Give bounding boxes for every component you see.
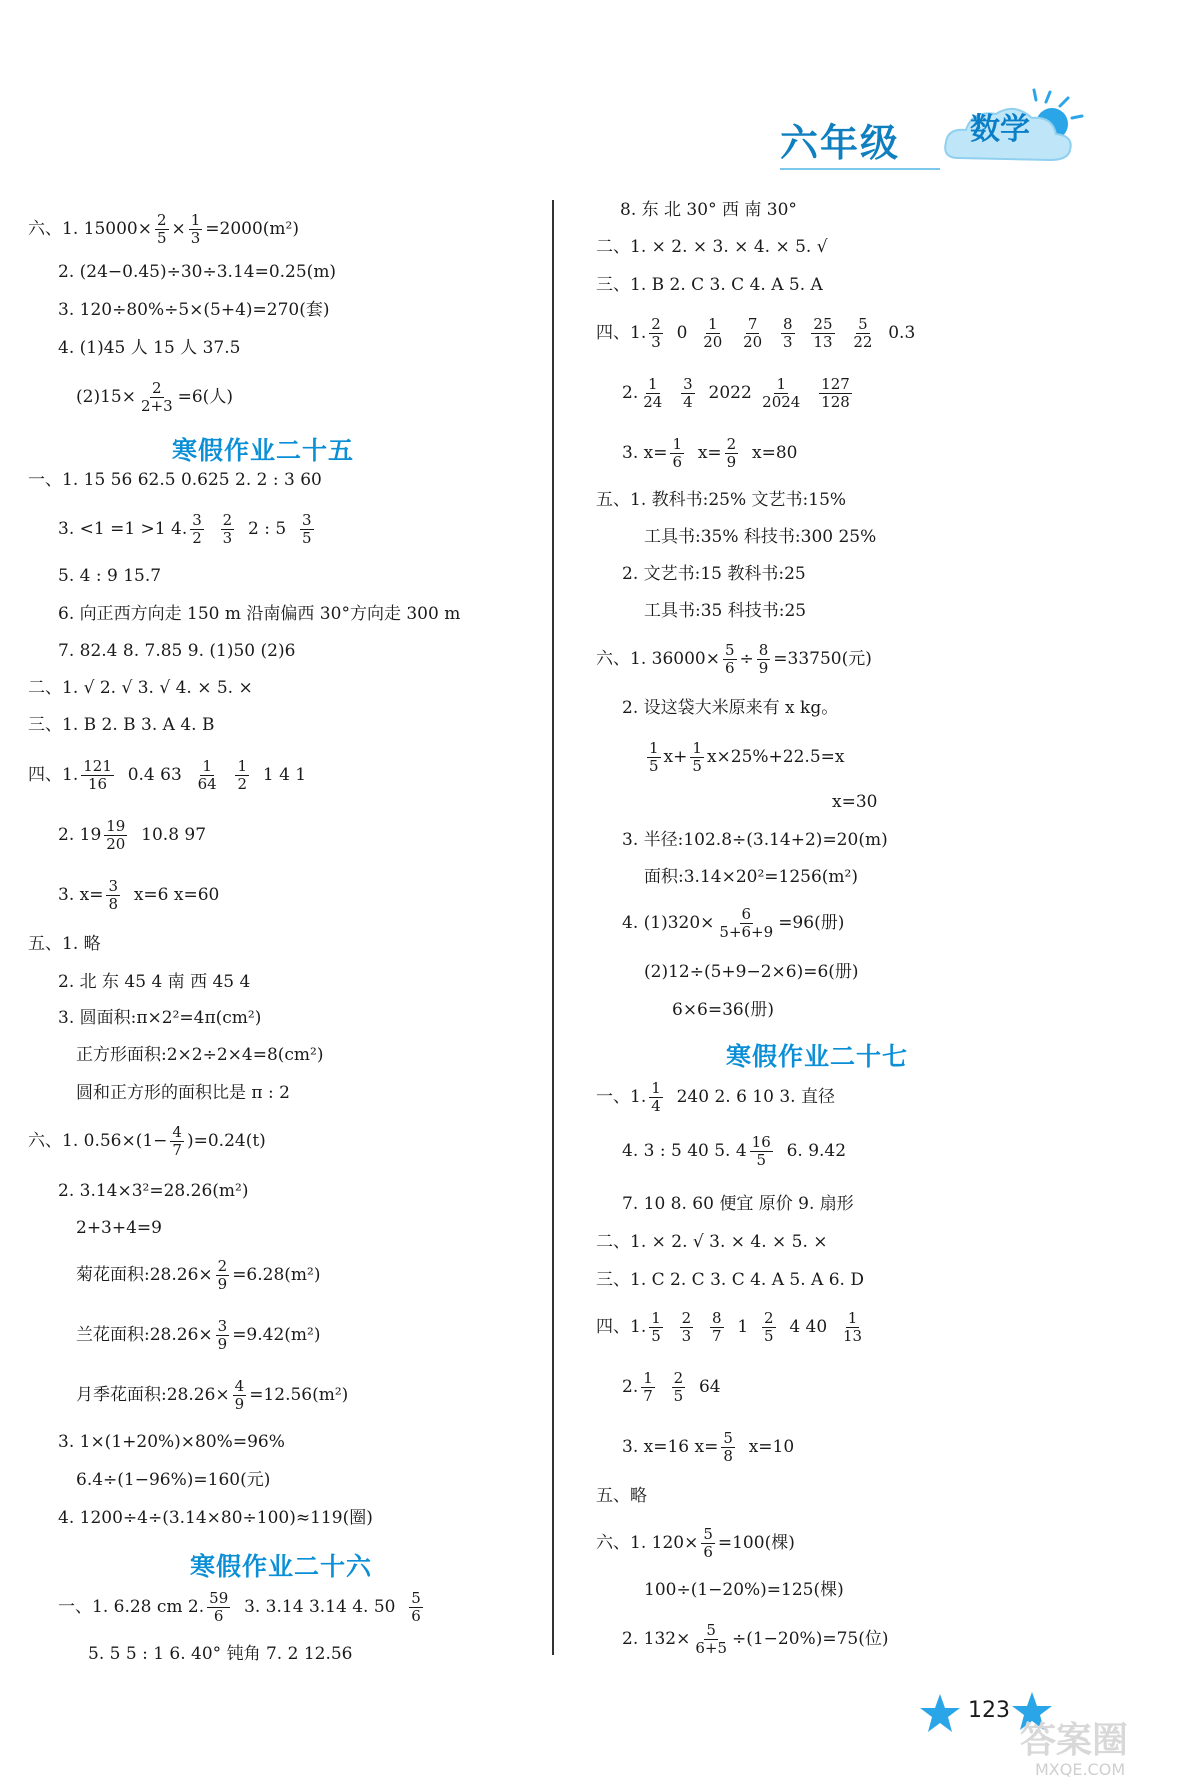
answer-line: 2. 19 $\frac{19}{20}$ 10.8 97 (58, 817, 207, 853)
answer-line: 7. 82.4 8. 7.85 9. (1)50 (2)6 (58, 641, 296, 661)
answer-line: 圆和正方形的面积比是 π : 2 (76, 1083, 290, 1103)
answer-line: x=30 (832, 792, 878, 812)
answer-line: 2. (24−0.45)÷30÷3.14=0.25(m) (58, 262, 337, 282)
answer-line: 菊花面积:28.26× $\frac{2}{9}$ =6.28(m²) (76, 1257, 321, 1293)
answer-line: 四、1. $\frac{121}{16}$ 0.4 63 $\frac{1}{64}$ $\frac{1}{2}$ 1 4 1 (28, 757, 307, 793)
answer-line: $\frac{1}{5}$ x+ $\frac{1}{5}$ x×25%+22.5=x (649, 739, 845, 775)
answer-line: 四、1. $\frac{2}{3}$ 0 $\frac{1}{20}$ $\frac{7}{20}$ $\frac{8}{3}$ $\frac{25}{13}$ $\frac{5}{22}$ 0.3 (596, 315, 916, 351)
answer-line: (2)12÷(5+9−2×6)=6(册) (644, 962, 859, 982)
star-icon (918, 1692, 962, 1734)
section-heading: 寒假作业二十六 (190, 1552, 373, 1581)
answer-line: 2. $\frac{1}{7}$ $\frac{2}{5}$ 64 (622, 1369, 721, 1405)
answer-line: 3. x= $\frac{3}{8}$ x=6 x=60 (58, 877, 220, 913)
answer-line: 3. <1 =1 >1 4. $\frac{3}{2}$ $\frac{2}{3}$ 2 : 5 $\frac{3}{5}$ (58, 511, 312, 547)
answer-line: 4. 3 : 5 40 5. 4 $\frac{16}{5}$ 6. 9.42 (622, 1133, 847, 1169)
answer-line: (2)15× $\frac{2}{2+3}$ =6(人) (76, 379, 233, 415)
answer-line: 六、1. 15000× $\frac{2}{5}$ × $\frac{1}{3}$ =2000(m²) (28, 211, 300, 247)
watermark-url: MXQE.COM (1035, 1760, 1126, 1779)
section-heading: 寒假作业二十五 (172, 436, 355, 465)
answer-line: 月季花面积:28.26× $\frac{4}{9}$ =12.56(m²) (76, 1377, 349, 1413)
answer-line: 2. 北 东 45 4 南 西 45 4 (58, 972, 251, 992)
answer-line: 二、1. × 2. × 3. × 4. × 5. √ (596, 237, 828, 257)
section-heading: 寒假作业二十七 (726, 1042, 909, 1071)
answer-line: 工具书:35 科技书:25 (644, 601, 807, 621)
watermark-logo: 答案圈 (1020, 1720, 1129, 1761)
answer-line: 三、1. B 2. C 3. C 4. A 5. A (596, 275, 823, 295)
answer-line: 2. 132× $\frac{5}{6+5}$ ÷(1−20%)=75(位) (622, 1621, 889, 1657)
column-divider (552, 200, 554, 1655)
answer-line: 四、1. $\frac{1}{5}$ $\frac{2}{3}$ $\frac{8}{7}$ 1 $\frac{2}{5}$ 4 40 $\frac{1}{13}$ (596, 1309, 863, 1345)
answer-line: 2. 3.14×3²=28.26(m²) (58, 1181, 249, 1201)
answer-line: 6.4÷(1−96%)=160(元) (76, 1470, 271, 1490)
answer-line: 六、1. 120× $\frac{5}{6}$ =100(棵) (596, 1525, 795, 1561)
answer-line: 六、1. 0.56×(1− $\frac{4}{7}$ )=0.24(t) (28, 1123, 266, 1159)
answer-line: 一、1. 6.28 cm 2. $\frac{59}{6}$ 3. 3.14 3.14 4. 50 $\frac{5}{6}$ (58, 1589, 421, 1625)
answer-line: 6. 向正西方向走 150 m 沿南偏西 30°方向走 300 m (58, 604, 461, 624)
answer-line: 工具书:35% 科技书:300 25% (644, 527, 877, 547)
answer-line: 3. 1×(1+20%)×80%=96% (58, 1432, 285, 1452)
answer-line: 100÷(1−20%)=125(棵) (644, 1580, 844, 1600)
answer-line: 一、1. $\frac{1}{4}$ 240 2. 6 10 3. 直径 (596, 1079, 835, 1115)
subject-title: 数学 (970, 112, 1030, 147)
page-number: 123 (968, 1698, 1010, 1723)
answer-line: 3. x=16 x= $\frac{5}{8}$ x=10 (622, 1429, 795, 1465)
grade-title: 六年级 (780, 121, 901, 165)
answer-line: 7. 10 8. 60 便宜 原价 9. 扇形 (622, 1194, 854, 1214)
answer-line: 8. 东 北 30° 西 南 30° (620, 200, 797, 220)
answer-line: 二、1. √ 2. √ 3. √ 4. × 5. × (28, 678, 253, 698)
answer-line: 2. 设这袋大米原来有 x kg。 (622, 698, 839, 718)
answer-line: 4. (1)45 人 15 人 37.5 (58, 338, 241, 358)
answer-line: 2. 文艺书:15 教科书:25 (622, 564, 806, 584)
answer-line: 3. x= $\frac{1}{6}$ x= $\frac{2}{9}$ x=80 (622, 435, 798, 471)
answer-line: 2. $\frac{1}{24}$ $\frac{3}{4}$ 2022 $\frac{1}{2024}$ $\frac{127}{128}$ (622, 375, 850, 411)
answer-line: 5. 4 : 9 15.7 (58, 566, 162, 586)
answer-line: 2+3+4=9 (76, 1218, 162, 1238)
answer-line: 一、1. 15 56 62.5 0.625 2. 2 : 3 60 (28, 470, 322, 490)
answer-line: 6×6=36(册) (672, 1000, 775, 1020)
answer-line: 3. 半径:102.8÷(3.14+2)=20(m) (622, 830, 888, 850)
answer-line: 三、1. C 2. C 3. C 4. A 5. A 6. D (596, 1270, 864, 1290)
answer-line: 4. 1200÷4÷(3.14×80÷100)≈119(圈) (58, 1508, 373, 1528)
answer-line: 五、1. 教科书:25% 文艺书:15% (596, 490, 847, 510)
answer-line: 面积:3.14×20²=1256(m²) (644, 867, 858, 887)
answer-line: 4. (1)320× $\frac{6}{5+6+9}$ =96(册) (622, 905, 845, 941)
answer-line: 五、1. 略 (28, 934, 101, 954)
answer-line: 5. 5 5 : 1 6. 40° 钝角 7. 2 12.56 (88, 1644, 353, 1664)
answer-line: 六、1. 36000× $\frac{5}{6}$ ÷ $\frac{8}{9}$ =33750(元) (596, 641, 872, 677)
answer-line: 五、略 (596, 1486, 647, 1506)
answer-line: 三、1. B 2. B 3. A 4. B (28, 715, 215, 735)
answer-line: 3. 120÷80%÷5×(5+4)=270(套) (58, 300, 330, 320)
header-rule (780, 168, 940, 170)
answer-line: 二、1. × 2. √ 3. × 4. × 5. × (596, 1232, 828, 1252)
answer-line: 3. 圆面积:π×2²=4π(cm²) (58, 1008, 262, 1028)
answer-line: 正方形面积:2×2÷2×4=8(cm²) (76, 1045, 324, 1065)
answer-line: 兰花面积:28.26× $\frac{3}{9}$ =9.42(m²) (76, 1317, 321, 1353)
